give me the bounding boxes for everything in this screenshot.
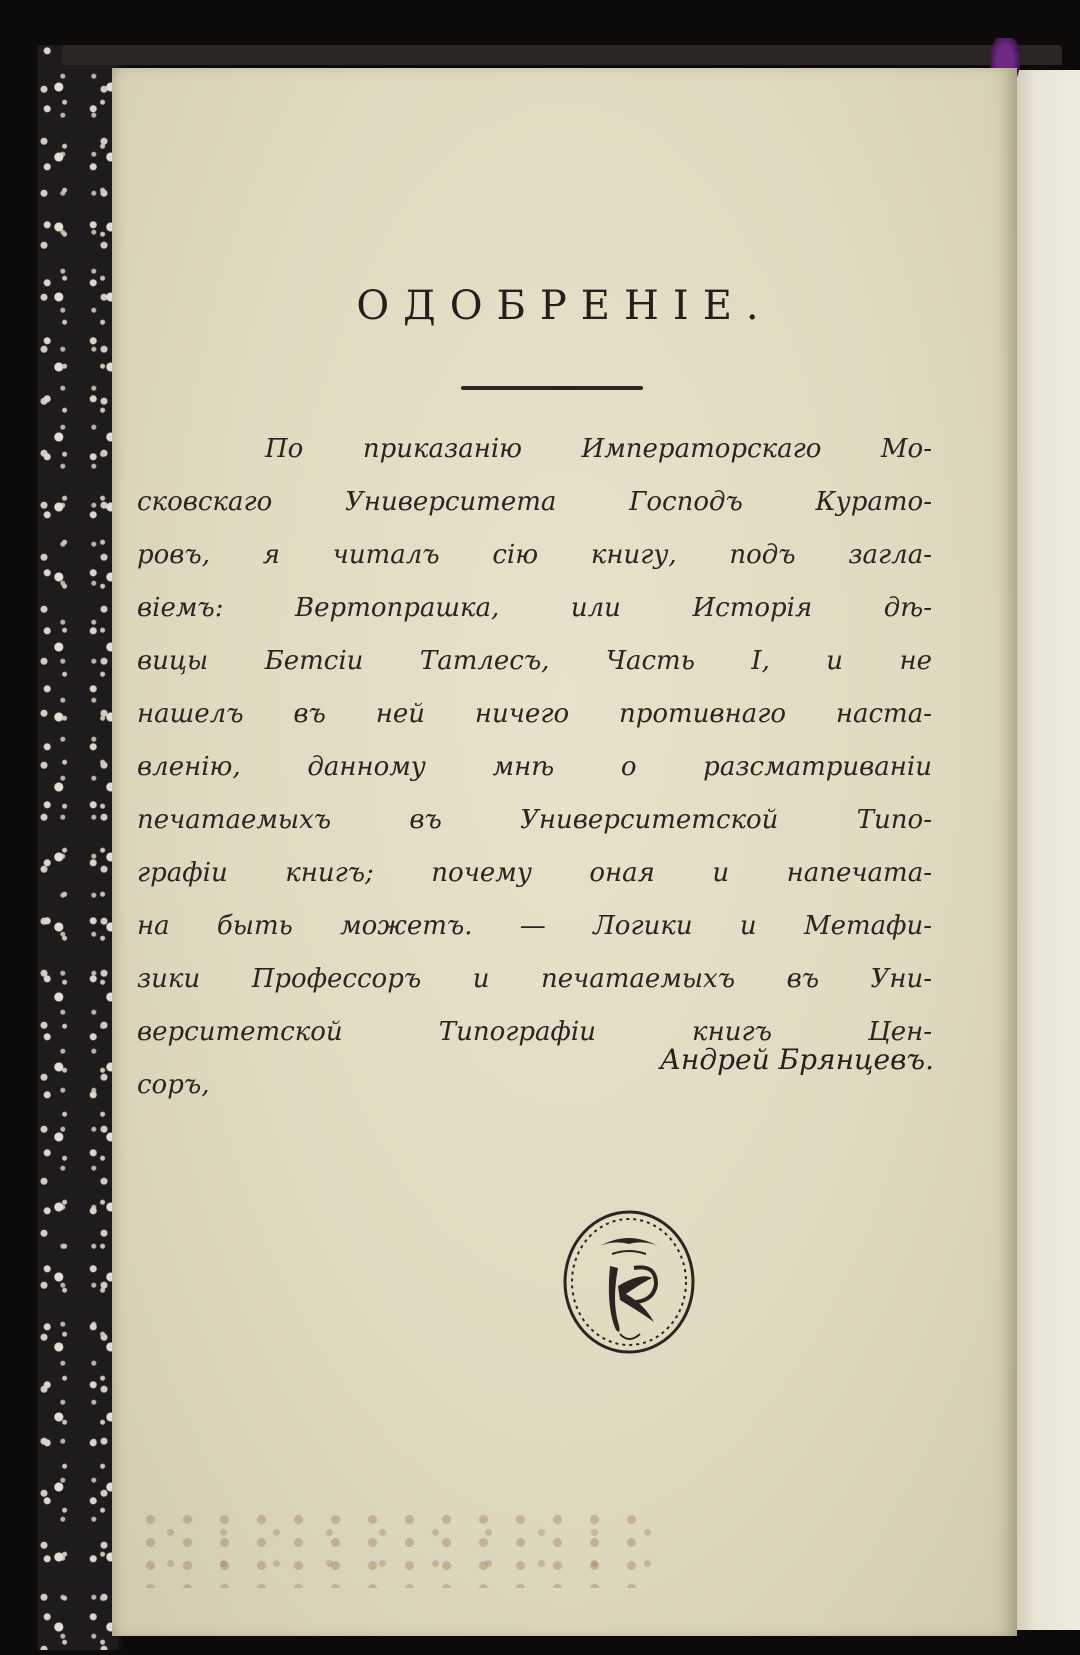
text-line: сковскаго Университета Господъ Курато-	[137, 487, 932, 517]
book-cover-marbled	[38, 45, 122, 1650]
text-line: печатаемыхъ въ Университетской Типо-	[137, 805, 932, 835]
text-line: ровъ, я читалъ сію книгу, подъ загла-	[137, 540, 932, 570]
text-line: на быть можетъ. — Логики и Метафи-	[137, 911, 932, 941]
text-line: соръ,	[137, 1070, 210, 1100]
book-cover-top-edge	[62, 45, 1062, 65]
library-stamp-icon	[560, 1208, 698, 1356]
text-line: зики Профессоръ и печатаемыхъ въ Уни-	[137, 964, 932, 994]
text-line: вицы Бетсіи Татлесъ, Часть I, и не	[137, 646, 932, 676]
censor-signature: Андрей Брянцевъ.	[659, 1043, 934, 1076]
text-line: графіи книгъ; почему оная и напечата-	[137, 858, 932, 888]
foxing-stains	[132, 1508, 652, 1588]
text-line: вленію, данному мнѣ о разсматриваніи	[137, 752, 932, 782]
text-line: верситетской Типографіи книгъ Цен-	[137, 1017, 932, 1047]
page-heading: ОДОБРЕНІЕ.	[356, 283, 773, 329]
book-page	[112, 68, 1017, 1636]
approval-text	[137, 423, 932, 1112]
text-line: віемъ: Вертопрашка, или Исторія дѣ-	[137, 593, 932, 623]
adjacent-page-edge	[1012, 70, 1080, 1630]
text-line: нашелъ въ ней ничего противнаго наста-	[137, 699, 932, 729]
heading-rule	[461, 386, 643, 390]
text-line: По приказанію Императорскаго Мо-	[265, 434, 932, 464]
